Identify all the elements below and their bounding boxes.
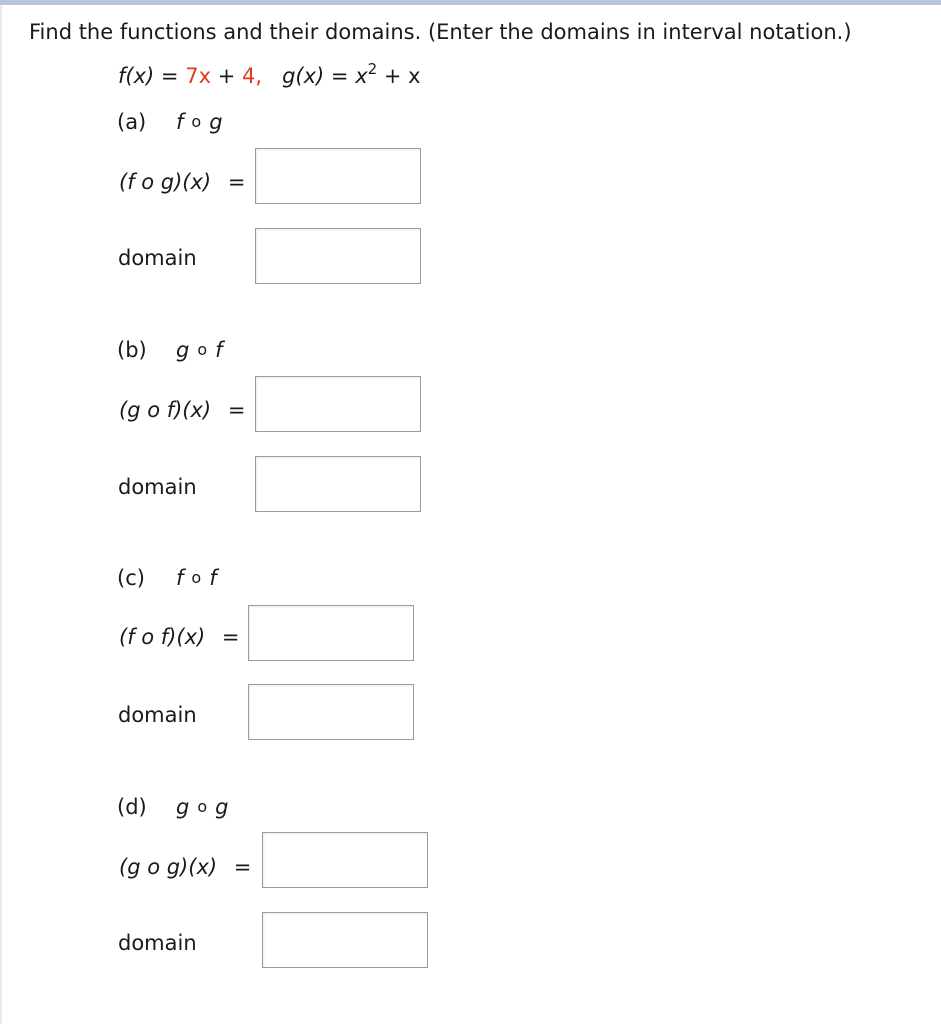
composition-lhs: (g o g)(x) — [119, 855, 218, 879]
compose-right: f — [215, 338, 223, 362]
equals-sign: = — [233, 855, 252, 879]
given-functions — [118, 60, 421, 88]
compose-left: f — [176, 110, 184, 134]
g-base: x — [355, 64, 368, 88]
equals-sign: = — [160, 64, 179, 88]
part-d-heading — [117, 795, 228, 819]
part-d-domain-label: domain — [118, 931, 197, 955]
compose-left: f — [176, 566, 184, 590]
composition-lhs: (g o f)(x) — [119, 398, 212, 422]
part-label: (b) — [117, 338, 147, 362]
part-label: (c) — [117, 566, 145, 590]
equals-sign: = — [221, 625, 240, 649]
compose-right: g — [215, 795, 229, 819]
top-border — [0, 0, 941, 5]
compose-ring: o — [197, 797, 208, 816]
part-c-domain-input[interactable] — [248, 684, 414, 740]
f-coefficient-term: 7x — [185, 64, 211, 88]
equals-sign: = — [227, 170, 246, 194]
part-a-domain-input[interactable] — [255, 228, 421, 284]
part-b-domain-input[interactable] — [255, 456, 421, 512]
equals-sign: = — [227, 398, 246, 422]
part-a-heading — [117, 110, 223, 134]
part-c-domain-label: domain — [118, 703, 197, 727]
part-label: (a) — [117, 110, 147, 134]
compose-ring: o — [191, 112, 202, 131]
g-exponent: 2 — [367, 60, 378, 78]
compose-ring: o — [191, 568, 202, 587]
part-b-function-input[interactable] — [255, 376, 421, 432]
part-c-expression — [119, 625, 239, 649]
f-constant-term: 4, — [241, 64, 263, 88]
compose-ring: o — [197, 340, 208, 359]
compose-left: g — [176, 795, 190, 819]
equals-sign: = — [330, 64, 349, 88]
part-label: (d) — [117, 795, 147, 819]
part-a-expression — [119, 170, 245, 194]
part-a-function-input[interactable] — [255, 148, 421, 204]
plus-sign: + — [217, 64, 236, 88]
compose-right: f — [209, 566, 217, 590]
part-d-expression — [119, 855, 251, 879]
g-definition-lhs: g(x) — [282, 64, 325, 88]
composition-lhs: (f o f)(x) — [119, 625, 206, 649]
compose-right: g — [209, 110, 223, 134]
part-d-domain-input[interactable] — [262, 912, 428, 968]
compose-left: g — [176, 338, 190, 362]
part-d-function-input[interactable] — [262, 832, 428, 888]
left-border — [0, 5, 2, 1024]
part-b-expression — [119, 398, 245, 422]
part-b-domain-label: domain — [118, 475, 197, 499]
question-prompt: Find the functions and their domains. (Enter the domains in interval notation.) — [29, 20, 852, 44]
composition-lhs: (f o g)(x) — [119, 170, 212, 194]
f-definition-lhs: f(x) — [118, 64, 155, 88]
part-b-heading — [117, 338, 223, 362]
part-c-heading — [117, 566, 217, 590]
g-tail: + x — [383, 64, 421, 88]
part-c-function-input[interactable] — [248, 605, 414, 661]
part-a-domain-label: domain — [118, 246, 197, 270]
